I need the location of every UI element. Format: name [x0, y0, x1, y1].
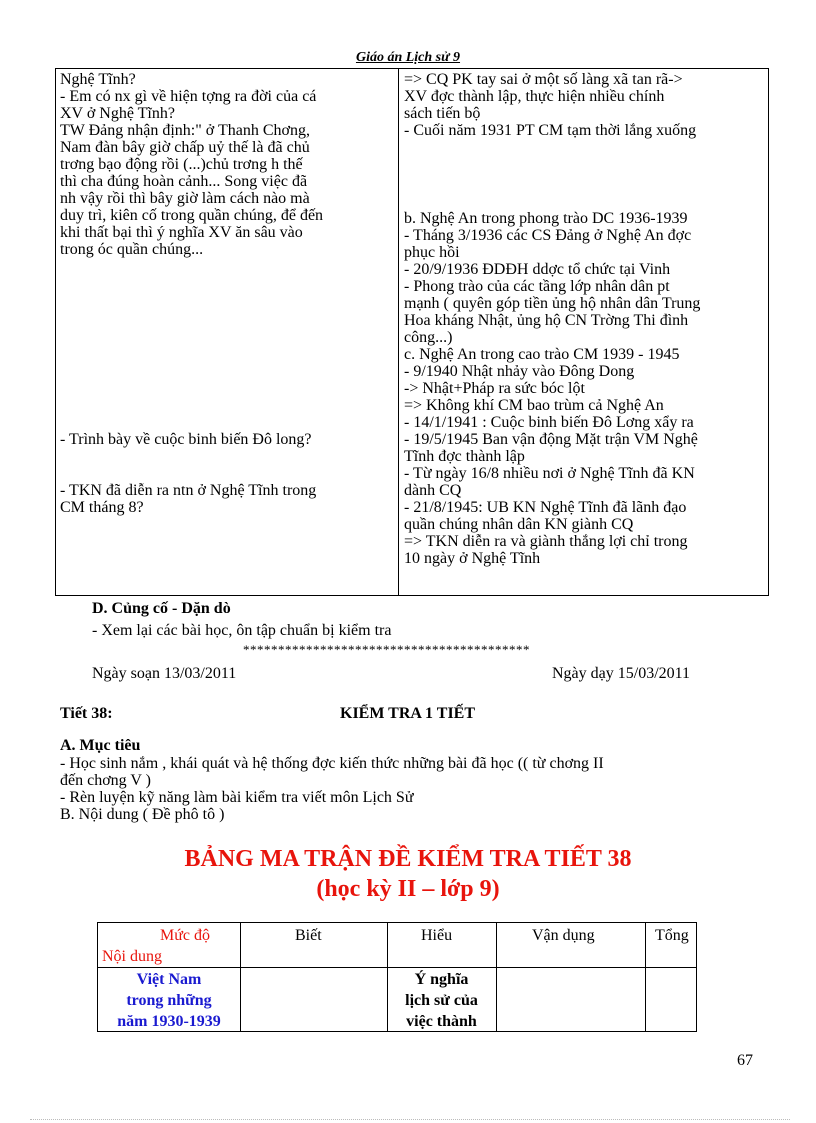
header-tong: Tổng [655, 927, 689, 944]
lesson-number: Tiết 38: [60, 705, 113, 722]
answer-line: - Tháng 3/1936 các CS Đảng ở Nghệ An đợc [404, 227, 692, 244]
objectives-title: A. Mục tiêu [60, 737, 141, 754]
header-biet: Biết [295, 927, 322, 944]
row-label-3: năm 1930-1939 [117, 1013, 221, 1030]
answer-line: dành CQ [404, 482, 462, 499]
lesson-title: KIỂM TRA 1 TIẾT [340, 705, 476, 722]
hieu-cell-3: việc thành [406, 1013, 477, 1030]
question-line: - Trình bày về cuộc binh biến Đô long? [60, 431, 312, 448]
question-line: - Em có nx gì về hiện tợng ra đời của cá [60, 88, 317, 105]
row-label-1: Việt Nam [136, 971, 202, 988]
answer-line: - 19/5/1945 Ban vận động Mặt trận VM Nghệ [404, 431, 698, 448]
row-label-2: trong những [126, 992, 212, 1009]
question-line: duy trì, kiên cố trong quần chúng, để đến [60, 207, 324, 224]
answer-line: - Từ ngày 16/8 nhiều nơi ở Nghệ Tĩnh đã KN [404, 465, 695, 482]
answer-line: phục hồi [404, 244, 460, 261]
answer-line: - 21/8/1945: UB KN Nghệ Tĩnh đã lãnh đạo [404, 499, 687, 516]
question-line: khi thất bại thì ý nghĩa XV ăn sâu vào [60, 224, 303, 241]
prepare-date: Ngày soạn 13/03/2011 [92, 665, 237, 682]
answer-line: - Cuối năm 1931 PT CM tạm thời lắng xuống [404, 122, 697, 139]
matrix-table [97, 922, 697, 1032]
footer-dotted-line [30, 1119, 790, 1120]
teach-date: Ngày dạy 15/03/2011 [552, 665, 691, 682]
question-line: XV ở Nghệ Tĩnh? [60, 105, 175, 122]
consolidate-title: D. Củng cố - Dặn dò [92, 600, 231, 617]
question-line: Nam đàn bây giờ chấp uỷ thế là đã chủ [60, 139, 310, 156]
answer-line: quần chúng nhân dân KN giành CQ [404, 516, 634, 533]
matrix-subtitle: (học kỳ II – lớp 9) [316, 876, 500, 902]
answer-line: => CQ PK tay sai ở một số làng xã tan rã-> [404, 71, 683, 88]
hieu-cell-2: lịch sử của [405, 992, 478, 1009]
answer-line: - 14/1/1941 : Cuộc binh biến Đô Lơng xẩy ra [404, 414, 694, 431]
answer-line: mạnh ( quyên góp tiền ủng hộ nhân dân Trung [404, 295, 701, 312]
answer-line: - 20/9/1936 ĐDĐH ddợc tổ chức tại Vinh [404, 261, 671, 278]
answer-line: - 9/1940 Nhật nhảy vào Đông Dong [404, 363, 635, 380]
answer-line: => TKN diễn ra và giành thắng lợi chỉ trong [404, 533, 688, 550]
lesson-table [55, 68, 769, 596]
page-number: 67 [737, 1052, 753, 1069]
answer-line: Tĩnh đợc thành lập [404, 448, 525, 465]
objective-line: - Học sinh nắm , khái quát và hệ thống đợc kiến thức những bài đã học (( từ chơng II [60, 755, 604, 772]
answer-line: b. Nghệ An trong phong trào DC 1936-1939 [404, 210, 688, 227]
answer-line: Hoa kháng Nhật, ủng hộ CN Trờng Thi đình [404, 312, 689, 329]
question-line: trơng bạo động rồi (...)chủ trơng h thế [60, 156, 303, 173]
column-divider [398, 69, 399, 595]
page-header: Giáo án Lịch sử 9 [355, 50, 461, 65]
header-van-dung: Vận dụng [532, 927, 595, 944]
hieu-cell-1: Ý nghĩa [414, 971, 469, 988]
answer-line: công...) [404, 329, 453, 346]
question-line: trong óc quần chúng... [60, 241, 204, 258]
answer-line: sách tiến bộ [404, 105, 481, 122]
question-line: TW Đảng nhận định:" ở Thanh Chơng, [60, 122, 310, 139]
corner-content: Nội dung [102, 948, 162, 965]
matrix-title: BẢNG MA TRẬN ĐỀ KIỂM TRA TIẾT 38 [184, 846, 632, 872]
answer-line: XV đợc thành lập, thực hiện nhiều chính [404, 88, 665, 105]
corner-level: Mức độ [160, 927, 210, 944]
answer-line: - Phong trào của các tầng lớp nhân dân pt [404, 278, 670, 295]
header-hieu: Hiểu [421, 927, 453, 944]
objective-line: đến chơng V ) [60, 772, 151, 789]
answer-line: -> Nhật+Pháp ra sức bóc lột [404, 380, 585, 397]
question-line: CM tháng 8? [60, 499, 144, 516]
question-line: Nghệ Tĩnh? [60, 71, 136, 88]
answer-line: => Không khí CM bao trùm cả Nghệ An [404, 397, 664, 414]
question-line: thì cha đúng hoàn cảnh... Song việc đã [60, 173, 308, 190]
answer-line: 10 ngày ở Nghệ Tĩnh [404, 550, 541, 567]
objective-line: - Rèn luyện kỹ năng làm bài kiểm tra viết môn Lịch Sử [60, 789, 414, 806]
answer-line: c. Nghệ An trong cao trào CM 1939 - 1945 [404, 346, 680, 363]
question-line: nh vậy rồi thì bây giờ làm cách nào mà [60, 190, 310, 207]
consolidate-text: - Xem lại các bài học, ôn tập chuẩn bị kiểm tra [92, 622, 392, 639]
objective-line: B. Nội dung ( Đề phô tô ) [60, 806, 225, 823]
star-separator: ***************************************** [243, 642, 530, 657]
question-line: - TKN đã diễn ra ntn ở Nghệ Tĩnh trong [60, 482, 317, 499]
